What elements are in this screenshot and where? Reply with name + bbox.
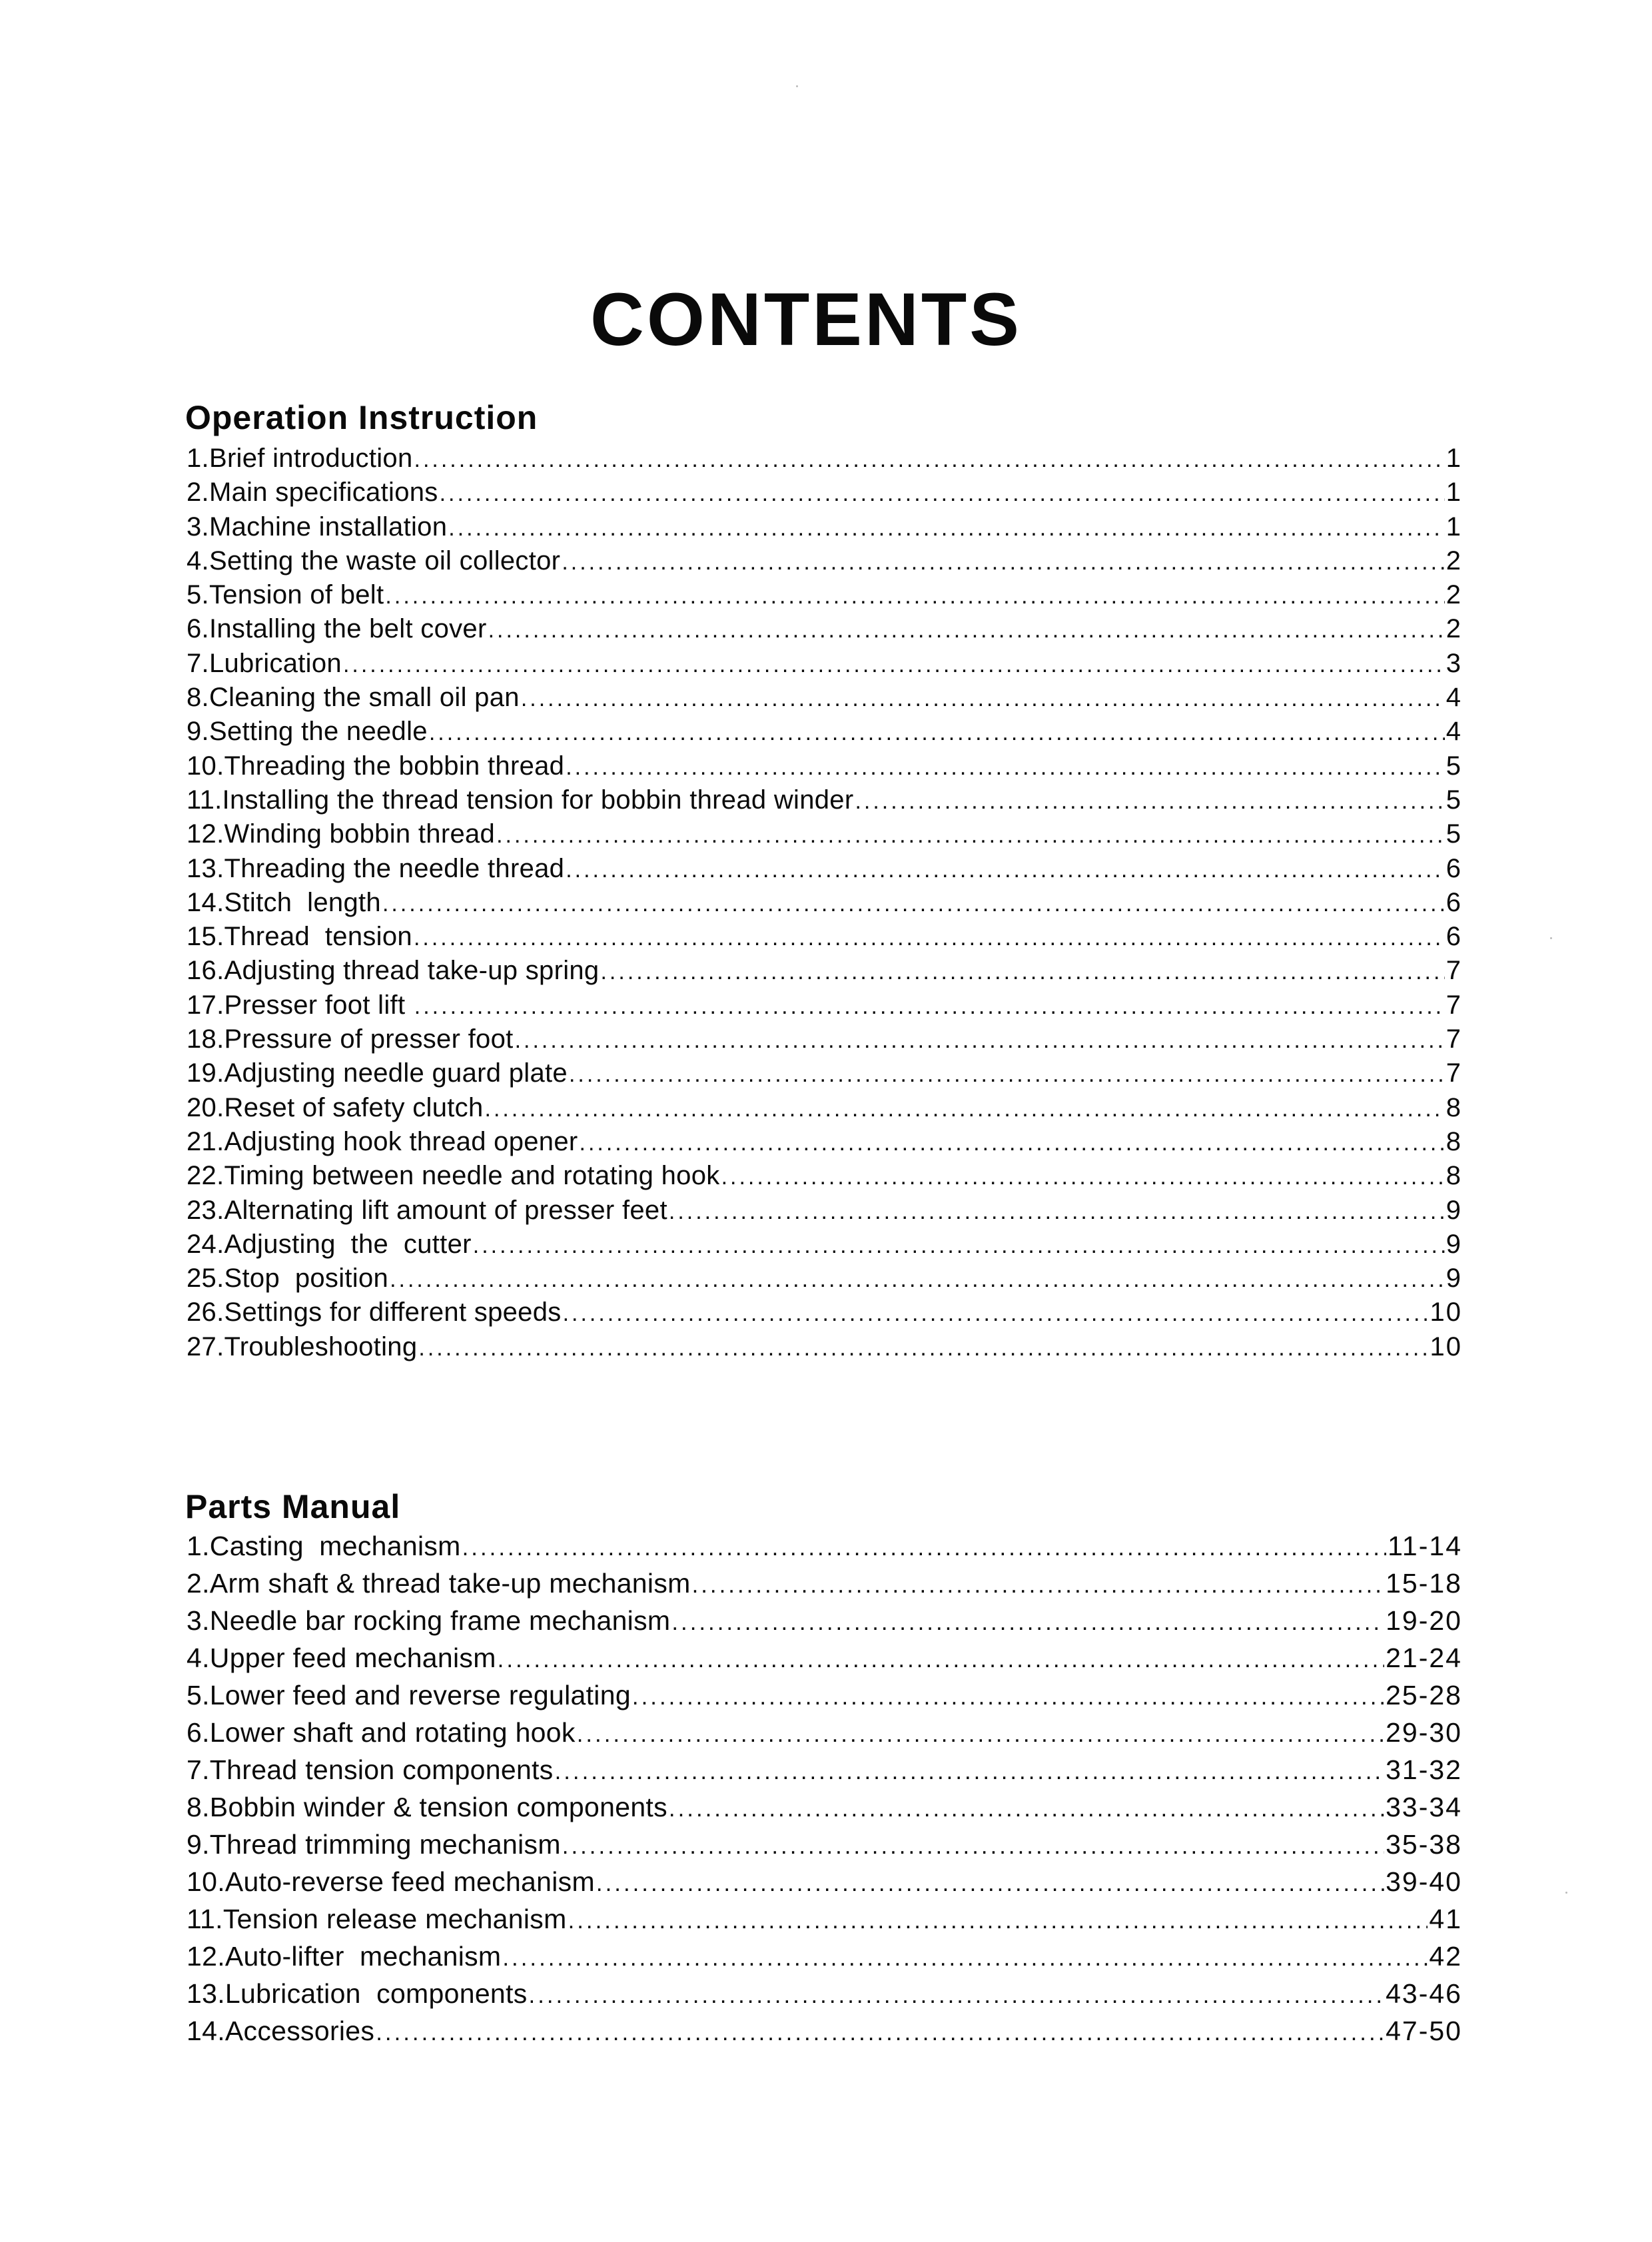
toc-entry-title: 13.Threading the needle thread <box>187 853 565 883</box>
toc-entry-page: 2 <box>1446 614 1462 644</box>
toc-entry[interactable] <box>187 1531 1462 1568</box>
toc-entry-page: 15-18 <box>1386 1568 1462 1599</box>
toc-entry-title: 11.Tension release mechanism <box>187 1904 567 1934</box>
toc-entry[interactable] <box>187 751 1462 785</box>
toc-entry[interactable] <box>187 1605 1462 1643</box>
dot-leader <box>580 1130 1445 1156</box>
dot-leader <box>343 652 1445 678</box>
toc-entry[interactable] <box>187 478 1462 512</box>
toc-entry-title: 1.Casting mechanism <box>187 1531 461 1561</box>
toc-entry-page: 43-46 <box>1386 1978 1462 2009</box>
dot-leader <box>669 1199 1445 1225</box>
toc-entry-title: 12.Auto-lifter mechanism <box>187 1941 502 1972</box>
toc-entry-title: 19.Adjusting needle guard plate <box>187 1058 568 1088</box>
toc-entry[interactable] <box>187 922 1462 956</box>
toc-entry[interactable] <box>187 1568 1462 1605</box>
dot-leader <box>462 1535 1387 1561</box>
dot-leader <box>414 925 1445 951</box>
toc-entry[interactable] <box>187 1792 1462 1829</box>
toc-entry-title: 12.Winding bobbin thread <box>187 819 496 849</box>
toc-entry[interactable] <box>187 546 1462 580</box>
toc-entry-title: 2.Arm shaft & thread take-up mechanism <box>187 1568 691 1599</box>
dot-leader <box>496 823 1445 849</box>
toc-entry[interactable] <box>187 717 1462 751</box>
toc-entry-page: 47-50 <box>1386 2016 1462 2046</box>
toc-entry-page: 33-34 <box>1386 1792 1462 1822</box>
toc-entry[interactable] <box>187 1332 1462 1366</box>
toc-entry[interactable] <box>187 785 1462 819</box>
toc-entry-page: 7 <box>1446 1024 1462 1054</box>
toc-entry-title: 6.Lower shaft and rotating hook <box>187 1717 576 1748</box>
toc-entry-page: 42 <box>1429 1941 1462 1972</box>
dot-leader <box>515 1028 1445 1054</box>
toc-entry-title: 9.Setting the needle <box>187 717 428 747</box>
dot-leader <box>418 1335 1428 1361</box>
toc-entry[interactable] <box>187 444 1462 478</box>
toc-entry[interactable] <box>187 1264 1462 1298</box>
toc-entry[interactable] <box>187 649 1462 683</box>
toc-entry[interactable] <box>187 1127 1462 1161</box>
toc-entry-title: 16.Adjusting thread take-up spring <box>187 956 600 986</box>
toc-entry-title: 7.Lubrication <box>187 648 342 678</box>
toc-entry-title: 27.Troubleshooting <box>187 1331 418 1361</box>
toc-entry-title: 2.Main specifications <box>187 478 438 508</box>
toc-entry[interactable] <box>187 819 1462 853</box>
dot-leader <box>390 1267 1445 1293</box>
dot-leader <box>669 1796 1384 1822</box>
toc-entry-page: 8 <box>1446 1161 1462 1191</box>
toc-entry-title: 20.Reset of safety clutch <box>187 1092 484 1122</box>
toc-entry-page: 1 <box>1446 512 1462 542</box>
scan-speck <box>1550 937 1552 939</box>
page-title: CONTENTS <box>590 278 1022 362</box>
toc-entry-page: 19-20 <box>1386 1605 1462 1636</box>
toc-entry-title: 26.Settings for different speeds <box>187 1298 562 1327</box>
toc-entry-page: 9 <box>1446 1264 1462 1294</box>
toc-entry-page: 7 <box>1446 1058 1462 1088</box>
toc-entry-page: 4 <box>1446 717 1462 747</box>
toc-entry[interactable] <box>187 1978 1462 2016</box>
toc-entry-title: 9.Thread trimming mechanism <box>187 1829 561 1860</box>
toc-entry-page: 4 <box>1446 683 1462 713</box>
toc-entry-title: 11.Installing the thread tension for bobbin thread winder <box>187 785 854 815</box>
toc-entry-page: 25-28 <box>1386 1680 1462 1710</box>
toc-entry-page: 35-38 <box>1386 1829 1462 1860</box>
dot-leader <box>498 1647 1384 1673</box>
dot-leader <box>376 2020 1384 2046</box>
toc-entry-page: 11-14 <box>1388 1531 1462 1561</box>
toc-entry-page: 29-30 <box>1386 1717 1462 1748</box>
toc-entry-title: 6.Installing the belt cover <box>187 614 487 644</box>
toc-entry[interactable] <box>187 1093 1462 1127</box>
toc-entry[interactable] <box>187 1904 1462 1941</box>
toc-entry[interactable] <box>187 614 1462 648</box>
toc-entry[interactable] <box>187 990 1462 1024</box>
toc-entry-title: 7.Thread tension components <box>187 1754 554 1785</box>
toc-entry-page: 8 <box>1446 1092 1462 1122</box>
toc-entry-page: 6 <box>1446 887 1462 917</box>
toc-entry-page: 5 <box>1446 751 1462 781</box>
dot-leader <box>568 1908 1428 1934</box>
dot-leader <box>485 1096 1445 1122</box>
dot-leader <box>692 1572 1385 1599</box>
dot-leader <box>440 481 1445 507</box>
toc-entry[interactable] <box>187 683 1462 717</box>
dot-leader <box>671 1609 1384 1636</box>
toc-entry-title: 8.Bobbin winder & tension components <box>187 1792 667 1822</box>
toc-entry-title: 24.Adjusting the cutter <box>187 1229 472 1259</box>
toc-entry[interactable] <box>187 1230 1462 1264</box>
dot-leader <box>562 550 1444 575</box>
dot-leader <box>414 447 1445 473</box>
toc-entry-title: 8.Cleaning the small oil pan <box>187 683 520 713</box>
toc-entry-title: 13.Lubrication components <box>187 1978 528 2009</box>
dot-leader <box>473 1233 1445 1259</box>
toc-entry[interactable] <box>187 1754 1462 1792</box>
toc-entry-page: 7 <box>1446 990 1462 1020</box>
toc-entry-title: 15.Thread tension <box>187 922 412 952</box>
toc-entry-page: 31-32 <box>1386 1754 1462 1785</box>
toc-entry[interactable] <box>187 1717 1462 1754</box>
dot-leader <box>429 720 1445 746</box>
dot-leader <box>566 755 1445 781</box>
dot-leader <box>632 1684 1384 1710</box>
toc-entry-title: 21.Adjusting hook thread opener <box>187 1126 578 1156</box>
section-heading-parts-manual: Parts Manual <box>185 1488 401 1525</box>
dot-leader <box>502 1945 1428 1972</box>
toc-entry-page: 1 <box>1446 444 1462 473</box>
dot-leader <box>569 1062 1445 1088</box>
toc-entry-title: 14.Stitch length <box>187 887 381 917</box>
dot-leader <box>448 516 1444 542</box>
toc-entry-page: 7 <box>1446 956 1462 986</box>
scan-speck <box>1565 1892 1567 1894</box>
toc-entry[interactable] <box>187 1829 1462 1866</box>
dot-leader <box>488 617 1445 643</box>
toc-entry[interactable] <box>187 2016 1462 2053</box>
toc-entry[interactable] <box>187 854 1462 888</box>
dot-leader <box>529 1982 1385 2009</box>
toc-entry[interactable] <box>187 1941 1462 1978</box>
toc-entry[interactable] <box>187 888 1462 922</box>
toc-entry-title: 4.Setting the waste oil collector <box>187 546 561 575</box>
toc-entry[interactable] <box>187 512 1462 546</box>
dot-leader <box>596 1870 1384 1897</box>
toc-entry-title: 10.Threading the bobbin thread <box>187 751 565 781</box>
toc-entry-page: 2 <box>1446 546 1462 575</box>
dot-leader <box>563 1301 1429 1327</box>
toc-entry-title: 1.Brief introduction <box>187 444 413 473</box>
toc-entry-page: 10 <box>1430 1298 1462 1327</box>
toc-entry-page: 8 <box>1446 1126 1462 1156</box>
toc-entry[interactable] <box>187 1024 1462 1058</box>
toc-entry-title: 5.Lower feed and reverse regulating <box>187 1680 631 1710</box>
toc-entry-page: 5 <box>1446 785 1462 815</box>
toc-entry-title: 25.Stop position <box>187 1264 389 1294</box>
toc-entry[interactable] <box>187 1161 1462 1195</box>
toc-entry-page: 3 <box>1446 648 1462 678</box>
scan-speck <box>796 85 798 87</box>
dot-leader <box>414 994 1445 1020</box>
toc-entry-title: 23.Alternating lift amount of presser feet <box>187 1195 667 1225</box>
operation-instruction-list <box>187 444 1462 1366</box>
toc-entry-page: 9 <box>1446 1195 1462 1225</box>
toc-entry-page: 1 <box>1446 478 1462 508</box>
toc-entry-title: 3.Machine installation <box>187 512 448 542</box>
toc-entry-title: 18.Pressure of presser foot <box>187 1024 514 1054</box>
toc-entry[interactable] <box>187 1298 1462 1331</box>
toc-entry-page: 21-24 <box>1386 1643 1462 1673</box>
toc-entry-title: 17.Presser foot lift <box>187 990 413 1020</box>
dot-leader <box>521 686 1445 712</box>
dot-leader <box>600 959 1444 985</box>
toc-entry-page: 10 <box>1430 1331 1462 1361</box>
toc-entry-page: 41 <box>1429 1904 1462 1934</box>
dot-leader <box>721 1164 1445 1190</box>
toc-entry-page: 39-40 <box>1386 1866 1462 1897</box>
dot-leader <box>577 1721 1384 1748</box>
toc-entry-title: 14.Accessories <box>187 2016 375 2046</box>
toc-entry-page: 6 <box>1446 922 1462 952</box>
toc-entry-page: 5 <box>1446 819 1462 849</box>
toc-entry-title: 22.Timing between needle and rotating hook <box>187 1161 720 1191</box>
dot-leader <box>385 583 1444 609</box>
dot-leader <box>562 1833 1384 1860</box>
toc-entry-title: 4.Upper feed mechanism <box>187 1643 496 1673</box>
toc-entry[interactable] <box>187 956 1462 990</box>
toc-entry[interactable] <box>187 1643 1462 1680</box>
dot-leader <box>855 789 1444 815</box>
section-heading-operation-instruction: Operation Instruction <box>185 399 538 436</box>
toc-entry-title: 5.Tension of belt <box>187 580 384 610</box>
toc-entry-title: 3.Needle bar rocking frame mechanism <box>187 1605 671 1636</box>
toc-entry[interactable] <box>187 1196 1462 1230</box>
toc-entry[interactable] <box>187 1680 1462 1717</box>
dot-leader <box>382 891 1445 917</box>
toc-entry-title: 10.Auto-reverse feed mechanism <box>187 1866 595 1897</box>
toc-entry-page: 2 <box>1446 580 1462 610</box>
toc-entry-page: 6 <box>1446 853 1462 883</box>
dot-leader <box>566 857 1445 883</box>
toc-entry[interactable] <box>187 1058 1462 1092</box>
toc-entry[interactable] <box>187 580 1462 614</box>
toc-entry-page: 9 <box>1446 1229 1462 1259</box>
dot-leader <box>555 1758 1385 1785</box>
parts-manual-list <box>187 1531 1462 2053</box>
toc-entry[interactable] <box>187 1866 1462 1904</box>
